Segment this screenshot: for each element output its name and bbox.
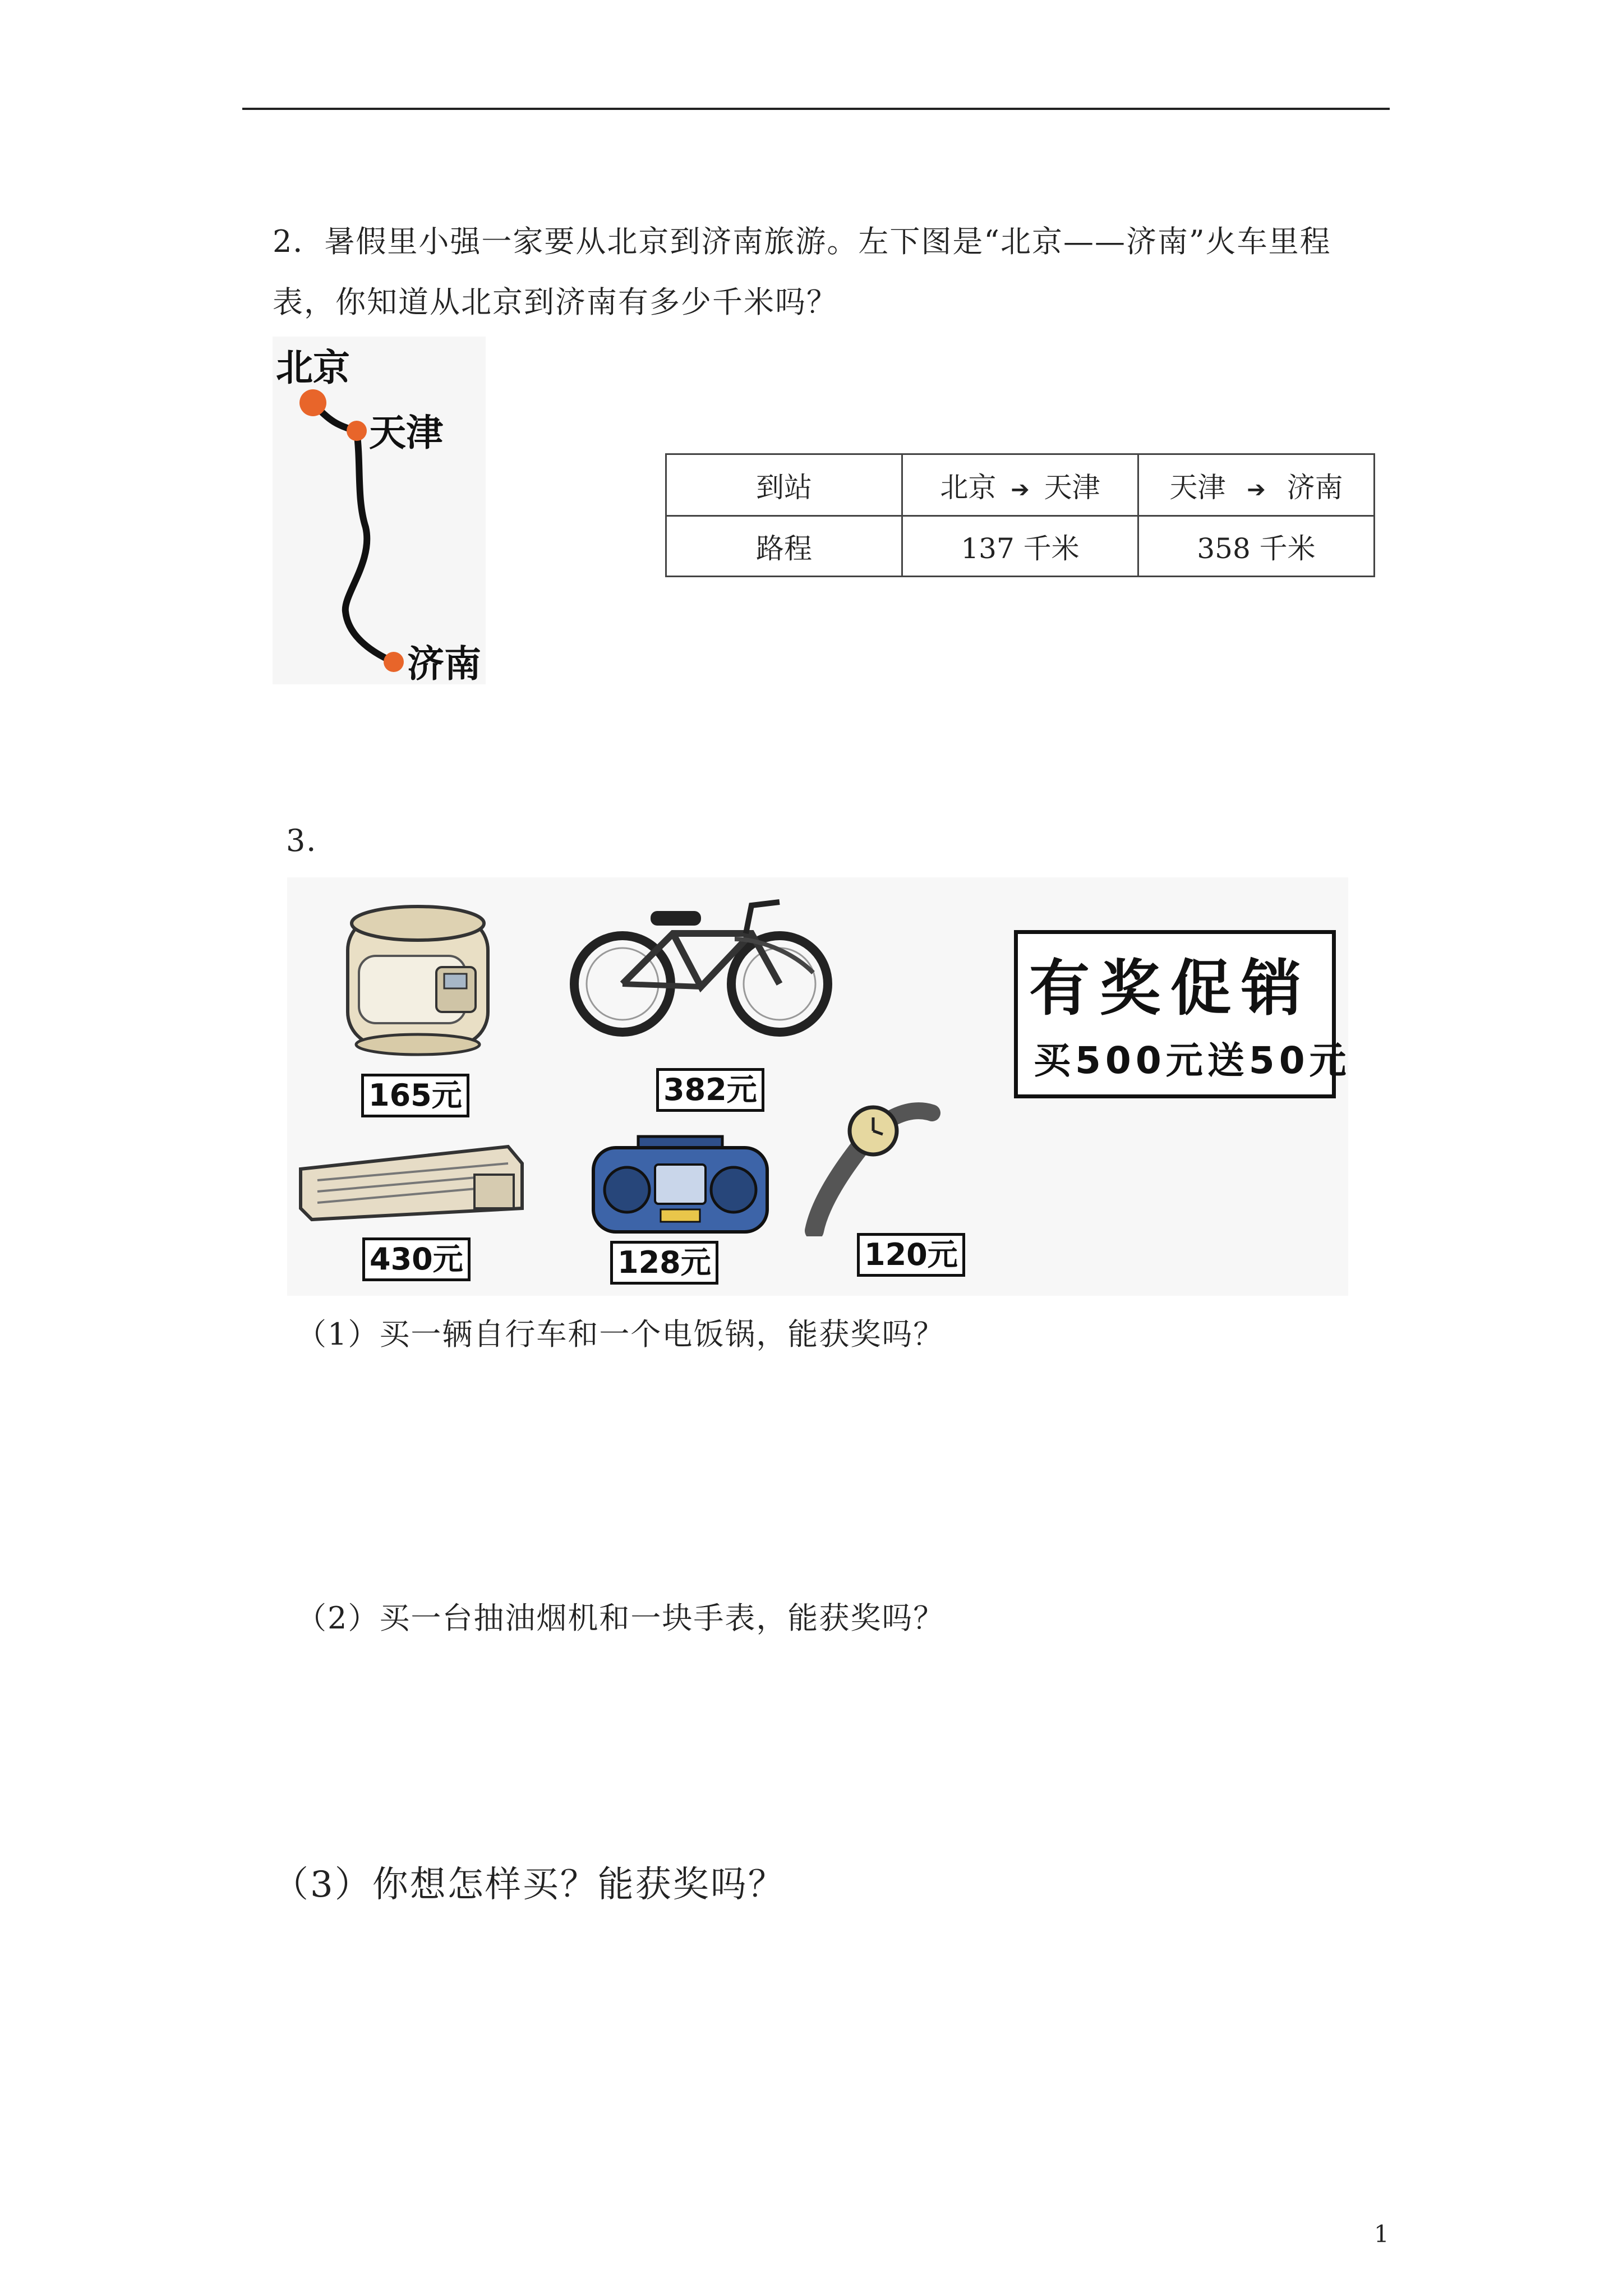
map-label-tianjin: 天津 [369,411,443,454]
tianjin-dot [347,421,367,441]
beijing-dot [299,389,326,416]
price-watch: 120元 [857,1233,965,1277]
shop-panel [287,877,1351,1296]
segment1-to: 天津 [1044,471,1100,504]
watch-icon [797,1096,943,1236]
table-header-label: 到站 [666,454,902,516]
table-value-segment1: 137 千米 [902,516,1138,577]
route-map [273,337,486,684]
q2-text-line1: 2．暑假里小强一家要从北京到济南旅游。左下图是“北京——济南”火车里程 [273,224,1331,259]
radio-icon [588,1131,773,1237]
map-label-jinan: 济南 [407,642,481,685]
price-range-hood: 430元 [362,1237,471,1281]
q3-sub3: （3）你想怎样买？能获奖吗？ [273,1864,786,1906]
promotion-sign [1014,930,1351,1098]
table-value-segment2: 358 千米 [1138,516,1375,577]
q3-sub1: （1）买一辆自行车和一个电饭锅，能获奖吗？ [296,1317,945,1352]
promotion-subtitle: 买500元送50元 [1034,1039,1351,1082]
segment2-from: 天津 [1169,471,1226,504]
table-row-label: 路程 [666,516,902,577]
range-hood-icon [295,1141,531,1231]
price-radio: 128元 [610,1241,718,1285]
table-header-segment1 [902,454,1138,516]
arrow-icon: ➔ [1011,476,1030,503]
segment2-to: 济南 [1287,471,1343,504]
price-rice-cooker: 165元 [361,1074,469,1117]
price-bicycle: 382元 [656,1068,764,1112]
q2-text-line2: 表，你知道从北京到济南有多少千米吗？ [273,284,838,320]
page-number: 1 [1374,2220,1389,2248]
segment1-from: 北京 [940,471,997,504]
rice-cooker-icon [336,894,499,1062]
table-header-segment2 [1138,454,1375,516]
q3-sub2: （2）买一台抽油烟机和一块手表，能获奖吗？ [296,1600,945,1636]
bicycle-icon [566,889,836,1040]
jinan-dot [384,652,404,672]
distance-table [665,453,1375,577]
q3-number: 3． [286,823,338,858]
promotion-title: 有奖促销 [1029,954,1312,1024]
arrow-icon: ➔ [1247,476,1266,503]
map-label-beijing: 北京 [276,346,350,389]
header-rule [242,108,1390,110]
